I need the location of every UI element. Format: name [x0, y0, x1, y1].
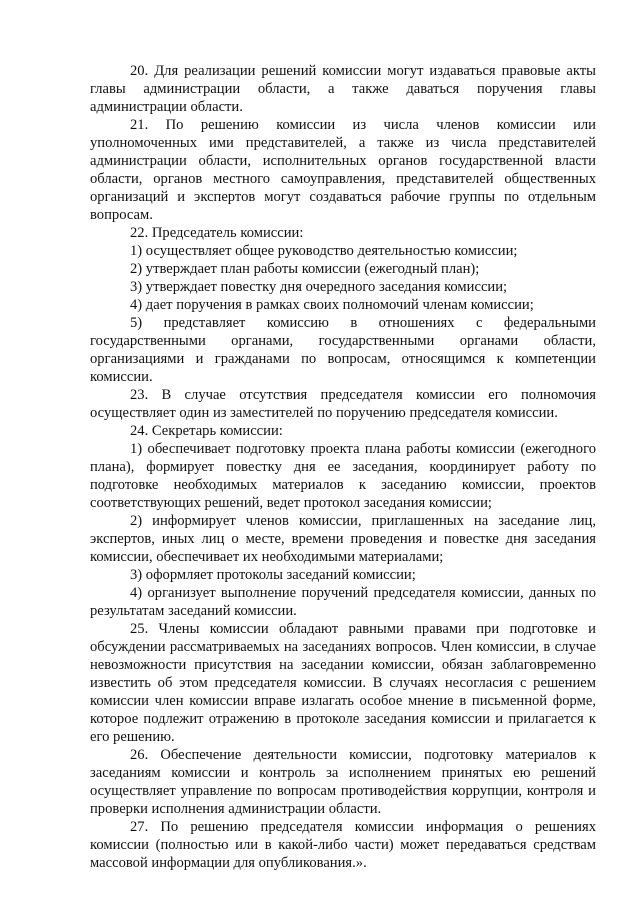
paragraph-26: 26. Обеспечение деятельности комиссии, подготовку материалов к заседаниям комиссии и контроль за исполнением принятых ею решений осуществляет управление по вопросам противодействия коррупции, контроля и проверки исполнения администрации области. [90, 747, 596, 817]
paragraph-27: 27. По решению председателя комиссии информация о решениях комиссии (полностью или в какой-либо части) может передаваться средствам массовой информации для опубликования.». [90, 819, 596, 871]
paragraph-24-heading: 24. Секретарь комиссии: [130, 423, 283, 439]
paragraph-24-item-4: 4) организует выполнение поручений председателя комиссии, данных по результатам заседаний комиссии. [90, 585, 596, 619]
paragraph-20: 20. Для реализации решений комиссии могут издаваться правовые акты главы администрации области, а также даваться поручения главы администрации области. [90, 63, 596, 115]
paragraph-21: 21. По решению комиссии из числа членов комиссии или уполномоченных ими представителей, а также из числа представителей администрации области, исполнительных органов государственной власти области, органов местного самоуправления, представителей общественных организаций и экспертов могут создаваться рабочие группы по отдельным вопросам. [90, 117, 596, 223]
paragraph-22-item-1: 1) осуществляет общее руководство деятельностью комиссии; [130, 243, 518, 259]
paragraph-25: 25. Члены комиссии обладают равными правами при подготовке и обсуждении рассматриваемых на заседаниях вопросов. Член комиссии, в случае невозможности присутствия на заседании комиссии, обязан заблаговременно известить об этом председателя комиссии. В случаях несогласия с решением комиссии член комиссии вправе излагать особое мнение в письменной форме, которое подлежит отражению в протоколе заседания комиссии и прилагается к его решению. [90, 621, 596, 745]
paragraph-22-heading: 22. Председатель комиссии: [130, 225, 304, 241]
paragraph-24-item-2: 2) информирует членов комиссии, приглашенных на заседание лиц, экспертов, иных лиц о месте, времени проведения и повестке дня заседания комиссии, обеспечивает их необходимыми материалами; [90, 513, 596, 565]
paragraph-22-item-4: 4) дает поручения в рамках своих полномочий членам комиссии; [130, 297, 534, 313]
paragraph-22-item-5: 5) представляет комиссию в отношениях с федеральными государственными органами, государственными органами области, организациями и гражданами по вопросам, относящимся к компетенции комиссии. [90, 315, 596, 385]
paragraph-22-item-3: 3) утверждает повестку дня очередного заседания комиссии; [130, 279, 508, 295]
paragraph-24-item-1: 1) обеспечивает подготовку проекта плана работы комиссии (ежегодного плана), формирует повестку дня ее заседания, координирует работу по подготовке необходимых материалов к заседанию комиссии, проектов соответствующих решений, ведет протокол заседания комиссии; [90, 441, 596, 511]
paragraph-23: 23. В случае отсутствия председателя комиссии его полномочия осуществляет один из заместителей по поручению председателя комиссии. [90, 387, 596, 421]
paragraph-24-item-3: 3) оформляет протоколы заседаний комиссии; [130, 567, 416, 583]
paragraph-22-item-2: 2) утверждает план работы комиссии (ежегодный план); [130, 261, 480, 277]
